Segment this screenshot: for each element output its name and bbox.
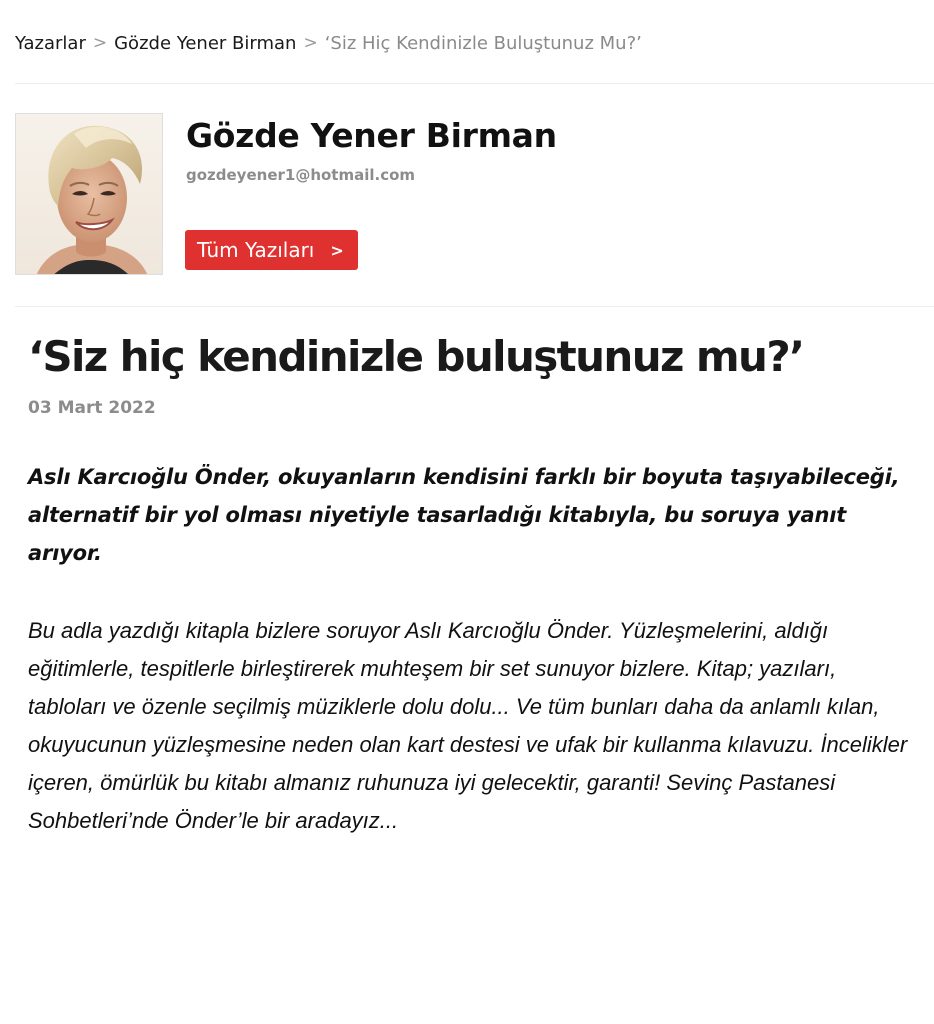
breadcrumb — [15, 30, 642, 56]
article-body: Bu adla yazdığı kitapla bizlere soruyor Aslı Karcıoğlu Önder. Yüzleşmelerini, aldığı eğitimlerle, tespitlerle birleştirerek muhteşem bir set sunuyor bizlere. Kitap; yazıları, tabloları ve özenle seçilmiş müziklerle dolu dolu... Ve tüm bunları daha da anlamlı kılan, okuyucunun yüzleşmesine neden olan kart destesi ve ufak bir kullanma kılavuzu. İncelikler içeren, ömürlük bu kitabı almanız ruhunuza iyi gelecektir, garanti! Sevinç Pastanesi Sohbetleri’nde Önder’le bir aradayız... — [28, 618, 908, 833]
chevron-right-icon: > — [303, 33, 318, 53]
chevron-right-icon: > — [92, 33, 108, 53]
divider — [15, 83, 934, 84]
breadcrumb-link-yazarlar[interactable]: Yazarlar — [15, 32, 86, 54]
breadcrumb-link-author[interactable]: Gözde Yener Birman — [114, 32, 297, 54]
article-date: 03 Mart 2022 — [28, 398, 156, 418]
author-name[interactable]: Gözde Yener Birman — [186, 116, 557, 155]
divider — [15, 306, 934, 307]
author-photo-icon — [16, 114, 163, 275]
article-title: ‘Siz hiç kendinizle buluştunuz mu?’ — [28, 332, 804, 381]
breadcrumb-current: ‘Siz Hiç Kendinizle Buluştunuz Mu?’ — [324, 32, 642, 54]
all-posts-label: Tüm Yazıları — [197, 238, 315, 262]
chevron-right-icon: > — [330, 240, 344, 260]
all-posts-button[interactable] — [185, 230, 358, 270]
author-email[interactable]: gozdeyener1@hotmail.com — [186, 166, 416, 184]
article-lead: Aslı Karcıoğlu Önder, okuyanların kendisini farklı bir boyuta taşıyabileceği, alternatif bir yol olması niyetiyle tasarladığı kitabıyla, bu soruya yanıt arıyor. — [28, 465, 900, 565]
author-avatar[interactable] — [15, 113, 163, 275]
